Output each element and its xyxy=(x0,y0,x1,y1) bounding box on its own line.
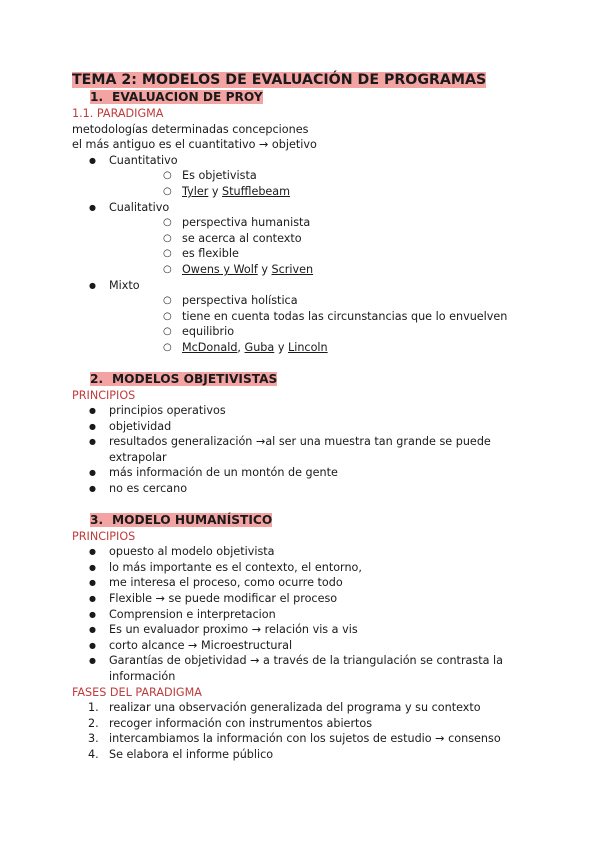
paragraph-line: metodologías determinadas concepciones xyxy=(72,122,309,136)
section-3-heading: 3. MODELO HUMANÍSTICO xyxy=(90,512,273,527)
list-item-mixto: ● Mixto ○ perspectiva holística ○ tiene en cuenta todas las circunstancias que lo envuelven ○ equilibrio ○ McDonald, Guba y Lincoln xyxy=(72,278,542,356)
list-item: ● Es un evaluador proximo → relación vis a vis xyxy=(72,622,542,638)
document-title: TEMA 2: MODELOS DE EVALUACIÓN DE PROGRAMAS xyxy=(72,72,487,88)
list-item: ○ Tyler y Stufflebeam xyxy=(109,184,542,200)
section-2-subheading: PRINCIPIOS xyxy=(72,388,136,402)
list-item: ● Flexible → se puede modificar el proceso xyxy=(72,591,542,607)
section-3-subheading: PRINCIPIOS xyxy=(72,529,136,543)
author-link[interactable]: Lincoln xyxy=(288,340,328,354)
author-link[interactable]: Scriven xyxy=(271,262,314,276)
list-item: ● resultados generalización →al ser una muestra tan grande se puede extrapolar xyxy=(72,434,542,465)
list-item: ○ se acerca al contexto xyxy=(109,231,542,247)
paragraph-line: el más antiguo es el cuantitativo → objetivo xyxy=(72,138,317,152)
list-item: ● Garantías de objetividad → a través de la triangulación se contrasta la información xyxy=(72,653,542,684)
author-link[interactable]: Stufflebeam xyxy=(222,184,291,198)
list-item: 4. Se elabora el informe público xyxy=(88,747,274,761)
sublist xyxy=(109,215,542,277)
paradigm-list xyxy=(72,153,542,356)
list-item-cualitativo: ● Cualitativo ○ perspectiva humanista ○ se acerca al contexto ○ es flexible ○ Owens y Wolf y Scriven xyxy=(72,200,542,278)
principles-list xyxy=(72,403,542,497)
list-item: 3. intercambiamos la información con los sujetos de estudio → consenso xyxy=(88,732,501,746)
author-link[interactable]: Guba xyxy=(244,340,275,354)
list-item: ○ perspectiva holística xyxy=(109,293,542,309)
list-item: ● objetividad xyxy=(72,419,542,435)
section-1-subheading: 1.1. PARADIGMA xyxy=(72,107,164,120)
list-item: ● no es cercano xyxy=(72,481,542,497)
list-item: ○ equilibrio xyxy=(109,324,542,340)
list-item: ○ perspectiva humanista xyxy=(109,215,542,231)
phases-list xyxy=(72,700,542,762)
list-item: 1. realizar una observación generalizada del programa y su contexto xyxy=(88,701,481,715)
list-item: ● más información de un montón de gente xyxy=(72,465,542,481)
author-link[interactable]: Tyler xyxy=(182,184,209,198)
list-item: ● principios operativos xyxy=(72,403,542,419)
author-link[interactable]: McDonald xyxy=(182,340,238,354)
author-link[interactable]: Owens y Wolf xyxy=(182,262,258,276)
list-item: ● corto alcance → Microestructural xyxy=(72,638,542,654)
section-2-heading: 2. MODELOS OBJETIVISTAS xyxy=(90,371,278,386)
document-content xyxy=(72,72,542,763)
list-item: ● opuesto al modelo objetivista xyxy=(72,544,542,560)
list-item: ○ es flexible xyxy=(109,246,542,262)
list-item: ● lo más importante es el contexto, el entorno, xyxy=(72,560,542,576)
list-item: ● me interesa el proceso, como ocurre todo xyxy=(72,575,542,591)
sublist xyxy=(109,168,542,199)
list-item: ○ tiene en cuenta todas las circunstancias que lo envuelven xyxy=(109,309,542,325)
principles-list xyxy=(72,544,542,684)
phases-subheading: FASES DEL PARADIGMA xyxy=(72,685,202,699)
section-1-heading: 1. EVALUACION DE PROY xyxy=(90,90,263,104)
list-item: ○ Es objetivista xyxy=(109,168,542,184)
list-item: ○ McDonald, Guba y Lincoln xyxy=(109,340,542,356)
list-item-cuantitativo: ● Cuantitativo ○ Es objetivista ○ Tyler y Stufflebeam xyxy=(72,153,542,200)
list-item: ○ Owens y Wolf y Scriven xyxy=(109,262,542,278)
sublist xyxy=(109,293,542,355)
list-item: ● Comprension e interpretacion xyxy=(72,607,542,623)
list-item: 2. recoger información con instrumentos abiertos xyxy=(88,716,373,730)
